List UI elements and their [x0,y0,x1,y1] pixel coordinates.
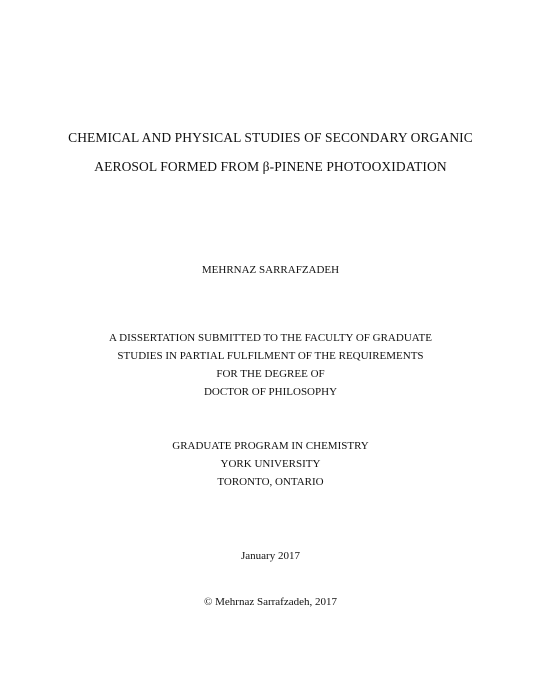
thesis-title-line-1: CHEMICAL AND PHYSICAL STUDIES OF SECONDARY ORGANIC [68,130,473,145]
statement-line-4: DOCTOR OF PHILOSOPHY [203,386,338,398]
author-name: MEHRNAZ SARRAFZADEH [201,264,340,276]
statement-line-3: FOR THE DEGREE OF [216,368,325,380]
program-line-2: YORK UNIVERSITY [220,458,321,470]
thesis-title-line-2: AEROSOL FORMED FROM β-PINENE PHOTOOXIDATION [94,159,447,174]
copyright: © Mehrnaz Sarrafzadeh, 2017 [204,596,337,608]
statement-line-2: STUDIES IN PARTIAL FULFILMENT OF THE REQUIREMENTS [117,350,424,362]
program-line-1: GRADUATE PROGRAM IN CHEMISTRY [172,440,369,452]
statement-line-1: A DISSERTATION SUBMITTED TO THE FACULTY OF GRADUATE [109,332,432,344]
date: January 2017 [241,550,300,562]
program-line-3: TORONTO, ONTARIO [217,476,324,488]
